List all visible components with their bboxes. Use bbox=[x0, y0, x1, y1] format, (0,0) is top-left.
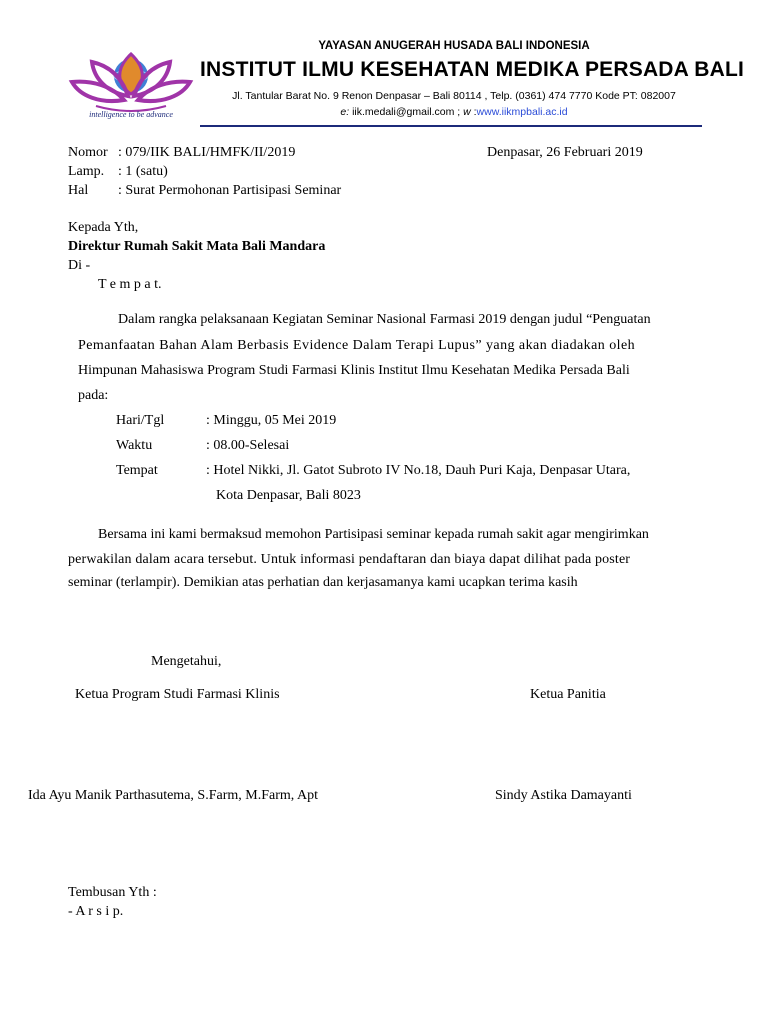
number-value: : 079/IIK BALI/HMFK/II/2019 bbox=[118, 145, 296, 160]
detail-place-cont: Kota Denpasar, Bali 8023 bbox=[216, 488, 361, 503]
recipient-place: T e m p a t. bbox=[98, 277, 162, 292]
recipient-name: Direktur Rumah Sakit Mata Bali Mandara bbox=[68, 239, 326, 254]
right-signatory-name: Sindy Astika Damayanti bbox=[495, 788, 632, 803]
greeting: Kepada Yth, bbox=[68, 220, 139, 235]
letter-number bbox=[68, 145, 295, 161]
number-label: Nomor bbox=[68, 145, 108, 160]
closing-line-2: perwakilan dalam acara tersebut. Untuk informasi pendaftaran dan biaya dapat dilihat pada poster bbox=[68, 552, 631, 567]
left-signatory-name: Ida Ayu Manik Parthasutema, S.Farm, M.Farm, Apt bbox=[28, 788, 318, 803]
recipient-di: Di - bbox=[68, 258, 91, 273]
website-link[interactable]: www.iikmpbali.ac.id bbox=[476, 106, 568, 118]
intro-line-4: pada: bbox=[78, 388, 109, 403]
day-label: Hari/Tgl bbox=[116, 413, 165, 428]
detail-day bbox=[116, 413, 336, 429]
place-label: Tempat bbox=[116, 463, 158, 478]
institute-address: Jl. Tantular Barat No. 9 Renon Denpasar – Bali 80114 , Telp. (0361) 474 7770 Kode PT: 082007 bbox=[232, 90, 676, 102]
subject-value: : Surat Permohonan Partisipasi Seminar bbox=[118, 183, 342, 198]
letter-attachment bbox=[68, 164, 168, 180]
intro-line-1: Dalam rangka pelaksanaan Kegiatan Seminar Nasional Farmasi 2019 dengan judul “Penguatan bbox=[118, 312, 651, 327]
logo-tagline: intelligence to be advance bbox=[89, 110, 173, 119]
attachment-value: : 1 (satu) bbox=[118, 164, 168, 179]
lotus-icon bbox=[72, 54, 190, 101]
institute-name: INSTITUT ILMU KESEHATAN MEDIKA PERSADA BALI bbox=[200, 58, 745, 81]
intro-line-3: Himpunan Mahasiswa Program Studi Farmasi Klinis Institut Ilmu Kesehatan Medika Persada Bali bbox=[78, 363, 630, 378]
time-value: : 08.00-Selesai bbox=[206, 438, 290, 453]
institute-contact bbox=[200, 106, 708, 118]
detail-time bbox=[116, 438, 289, 454]
closing-line-3: seminar (terlampir). Demikian atas perhatian dan kerjasamanya kami ucapkan terima kasih bbox=[68, 575, 578, 590]
letterhead-divider bbox=[200, 125, 702, 127]
attachment-label: Lamp. bbox=[68, 164, 105, 179]
left-signatory-title: Ketua Program Studi Farmasi Klinis bbox=[75, 687, 280, 702]
cc-label: Tembusan Yth : bbox=[68, 885, 157, 900]
right-signatory-title: Ketua Panitia bbox=[530, 687, 606, 702]
letter-subject bbox=[68, 183, 341, 199]
detail-place bbox=[116, 463, 630, 479]
closing-line-1: Bersama ini kami bermaksud memohon Partisipasi seminar kepada rumah sakit agar mengirimkan bbox=[98, 527, 649, 542]
web-prefix: w bbox=[463, 106, 471, 118]
intro-line-2: Pemanfaatan Bahan Alam Berbasis Evidence Dalam Terapi Lupus” yang akan diadakan oleh bbox=[78, 338, 636, 353]
subject-label: Hal bbox=[68, 183, 89, 198]
web-colon: : bbox=[470, 106, 477, 118]
foundation-name: YAYASAN ANUGERAH HUSADA BALI INDONESIA bbox=[318, 40, 590, 52]
email-address: iik.medali@gmail.com ; bbox=[349, 106, 464, 118]
place-value: : Hotel Nikki, Jl. Gatot Subroto IV No.18, Dauh Puri Kaja, Denpasar Utara, bbox=[206, 463, 631, 478]
day-value: : Minggu, 05 Mei 2019 bbox=[206, 413, 337, 428]
acknowledged-label: Mengetahui, bbox=[151, 654, 222, 669]
cc-item: - A r s i p. bbox=[68, 904, 124, 919]
place-date: Denpasar, 26 Februari 2019 bbox=[487, 145, 643, 160]
time-label: Waktu bbox=[116, 438, 153, 453]
email-prefix: e: bbox=[340, 106, 350, 118]
